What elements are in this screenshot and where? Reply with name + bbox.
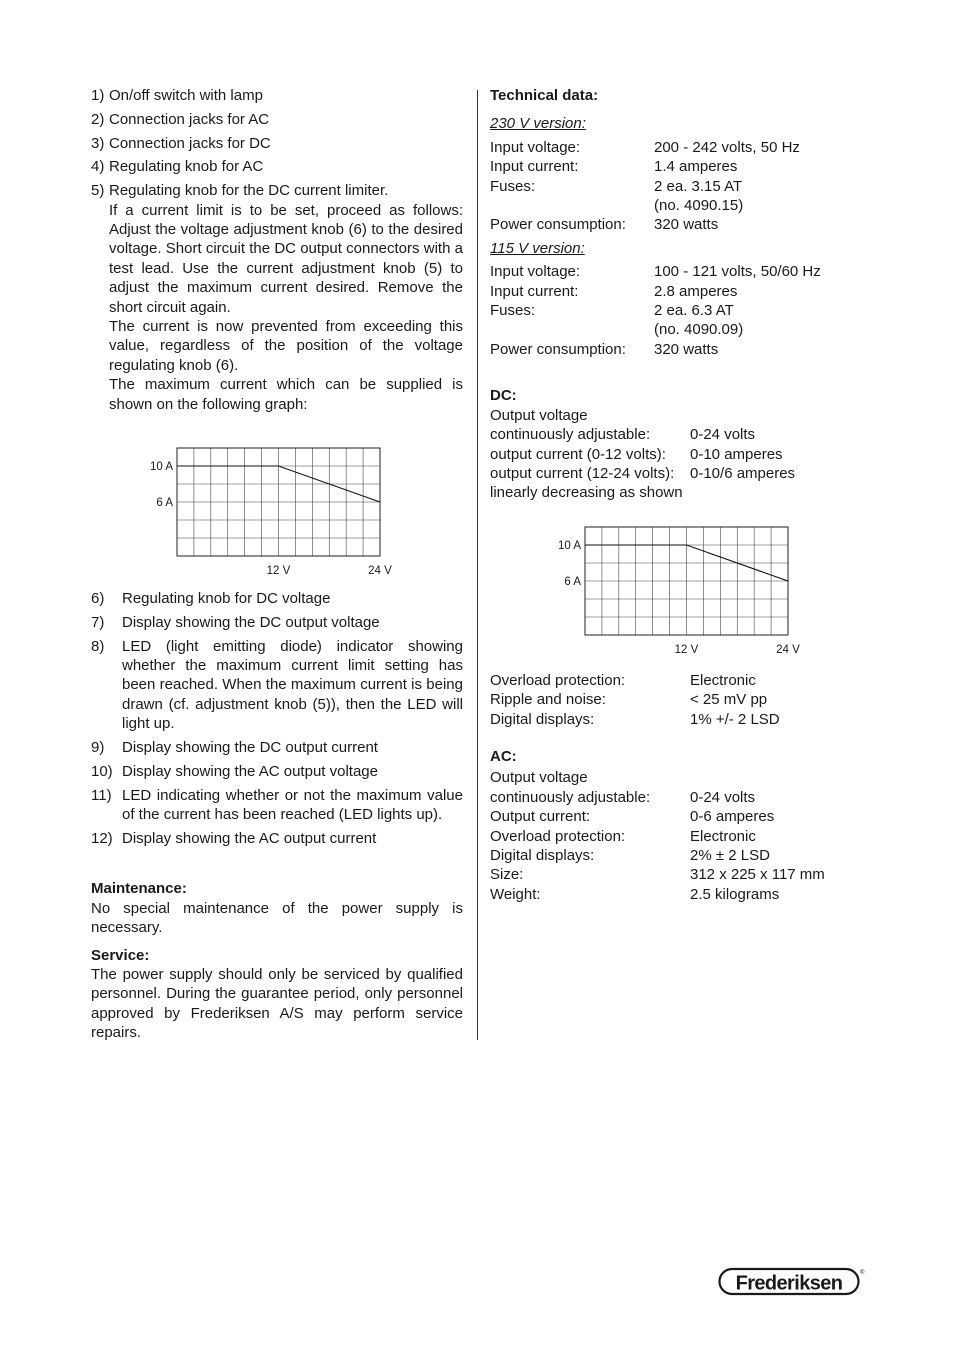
spec-value: 2% ± 2 LSD	[690, 846, 770, 864]
spec-value: < 25 mV pp	[690, 691, 768, 709]
spec-value: 320 watts	[654, 340, 719, 358]
spec-row	[490, 138, 860, 157]
y-tick-label: 10 A	[557, 539, 581, 552]
item-text: LED (light emitting diode) indicator showing whether the maximum current limit setting has been reached. When the maximum current is being drawn (cf. adjustment knob (5)), then the LED will light up.	[122, 637, 463, 733]
y-tick-label: 6 A	[156, 497, 173, 510]
spec-value: 2.8 amperes	[654, 282, 738, 300]
spec-row	[490, 445, 860, 464]
service-text: The power supply should only be serviced by qualified personnel. During the guarantee period, only personnel approved by Frederiksen A/S may perform service repairs.	[91, 965, 463, 1042]
spec-row	[490, 157, 860, 176]
spec-row	[490, 215, 860, 234]
ac-output-voltage-label: Output voltage	[490, 769, 588, 787]
spec-label: Input current:	[490, 158, 579, 176]
technical-data-title: Technical data:	[490, 87, 599, 104]
spec-value: (no. 4090.09)	[654, 321, 744, 339]
spec-label	[490, 320, 654, 339]
spec-label: Digital displays:	[490, 710, 595, 728]
spec-label: output current (12-24 volts):	[490, 464, 675, 482]
item-number: 10)	[91, 762, 113, 780]
item-list-2	[91, 589, 463, 848]
item-text: Connection jacks for AC	[109, 110, 270, 128]
list-item	[91, 762, 463, 781]
spec-label: Input voltage:	[490, 138, 581, 156]
spec-row	[490, 690, 860, 709]
item-text: Display showing the AC output voltage	[122, 762, 378, 780]
x-tick-label: 12 V	[674, 643, 699, 656]
dc-specs	[490, 425, 860, 483]
item-number: 11)	[91, 786, 112, 804]
item-number: 2)	[91, 110, 105, 128]
item-number: 6)	[91, 590, 105, 608]
x-tick-label: 24 V	[776, 643, 800, 656]
spec-label: Digital displays:	[490, 846, 595, 864]
maintenance-text: No special maintenance of the power supply is necessary.	[91, 899, 463, 937]
item-number: 1)	[91, 87, 105, 104]
spec-row	[490, 710, 860, 729]
spec-row	[490, 885, 860, 904]
column-divider	[477, 90, 478, 1040]
v230-title: 230 V version:	[490, 115, 586, 133]
maintenance-title: Maintenance:	[91, 880, 187, 898]
ac-title: AC:	[490, 747, 517, 765]
spec-row	[490, 865, 860, 884]
service-title: Service:	[91, 946, 150, 964]
v115-title: 115 V version:	[490, 239, 585, 257]
spec-value: 100 - 121 volts, 50/60 Hz	[654, 263, 821, 281]
spec-row	[490, 464, 860, 483]
list-item	[91, 157, 463, 176]
spec-label: output current (0-12 volts):	[490, 445, 666, 463]
item-text: Connection jacks for DC	[109, 134, 271, 152]
item-text: Regulating knob for AC	[109, 158, 264, 176]
spec-value: 0-24 volts	[690, 426, 756, 444]
item-number: 12)	[91, 829, 113, 847]
spec-value: Electronic	[690, 827, 756, 845]
spec-row	[490, 827, 860, 846]
dc-protection-specs	[490, 671, 860, 729]
spec-value: 2 ea. 6.3 AT	[654, 302, 734, 320]
spec-row	[490, 788, 860, 807]
spec-row	[490, 177, 860, 196]
spec-value: 0-10/6 amperes	[690, 464, 796, 482]
item-text: Display showing the AC output current	[122, 829, 377, 847]
spec-label: Overload protection:	[490, 827, 626, 845]
dc-title: DC:	[490, 387, 517, 405]
spec-value: 312 x 225 x 117 mm	[690, 866, 825, 884]
x-tick-label: 12 V	[266, 565, 291, 578]
list-item	[91, 738, 463, 757]
item-5-paragraph: The maximum current which can be supplied is shown on the following graph:	[109, 376, 463, 413]
list-item	[91, 613, 463, 632]
spec-value: 0-10 amperes	[690, 445, 783, 463]
y-tick-label: 10 A	[149, 461, 173, 474]
spec-row	[490, 340, 860, 359]
spec-value: 1.4 amperes	[654, 158, 738, 176]
item-text: Regulating knob for the DC current limiter.	[109, 182, 389, 200]
max-current-graph-left	[91, 438, 463, 578]
item-5-details	[91, 201, 463, 414]
spec-row	[490, 282, 860, 301]
spec-row	[490, 807, 860, 826]
dc-decreasing-note: linearly decreasing as shown	[490, 484, 683, 502]
item-number: 8)	[91, 637, 105, 655]
x-tick-label: 24 V	[368, 565, 392, 578]
service-section	[91, 946, 463, 1043]
list-item	[91, 110, 463, 129]
item-text: Display showing the DC output current	[122, 739, 378, 757]
item-number: 9)	[91, 739, 105, 757]
item-list-1	[91, 86, 463, 201]
ac-specs	[490, 788, 860, 904]
spec-row	[490, 262, 860, 281]
y-tick-label: 6 A	[564, 575, 581, 588]
v115-specs	[490, 262, 860, 359]
spec-value: 320 watts	[654, 216, 719, 234]
spec-label: Input current:	[490, 282, 579, 300]
logo-text: Frederiksen	[735, 1272, 843, 1295]
spec-label: Weight:	[490, 885, 541, 903]
spec-value: 200 - 242 volts, 50 Hz	[654, 138, 800, 156]
spec-value: 0-6 amperes	[690, 808, 775, 826]
spec-row	[490, 846, 860, 865]
dc-output-voltage-label: Output voltage	[490, 406, 588, 424]
left-column	[91, 86, 463, 1043]
spec-label: Fuses:	[490, 177, 536, 195]
list-item	[91, 181, 463, 200]
spec-label: Fuses:	[490, 302, 536, 320]
spec-value: (no. 4090.15)	[654, 197, 744, 215]
spec-label: Output current:	[490, 808, 591, 826]
spec-row	[490, 196, 860, 215]
list-item	[91, 637, 463, 734]
spec-label: continuously adjustable:	[490, 426, 651, 444]
list-item	[91, 829, 463, 848]
list-item	[91, 589, 463, 608]
item-text: LED indicating whether or not the maximum value of the current has been reached (LED lights up).	[122, 786, 463, 824]
item-5-paragraph: If a current limit is to be set, proceed as follows: Adjust the voltage adjustment knob (6) to the desired voltage. Short circuit the DC output connectors with a test lead. Use the current adjustment knob (5) to adjust the maximum current desired. Remove the short circuit again.	[109, 201, 463, 316]
spec-value: Electronic	[690, 671, 756, 689]
spec-row	[490, 425, 860, 444]
item-5-paragraph: The current is now prevented from exceeding this value, regardless of the position of the voltage regulating knob (6).	[109, 318, 463, 374]
v230-specs	[490, 138, 860, 235]
item-number: 5)	[91, 182, 105, 200]
spec-label: Power consumption:	[490, 216, 626, 234]
list-item	[91, 86, 463, 105]
item-number: 4)	[91, 158, 105, 176]
spec-label: Ripple and noise:	[490, 691, 606, 709]
spec-label: continuously adjustable:	[490, 788, 651, 806]
maintenance-section	[91, 879, 463, 937]
spec-row	[490, 671, 860, 690]
spec-value: 1% +/- 2 LSD	[690, 710, 780, 728]
item-number: 7)	[91, 613, 105, 631]
max-current-graph-right	[490, 517, 860, 657]
spec-label: Overload protection:	[490, 671, 626, 689]
list-item	[91, 134, 463, 153]
item-number: 3)	[91, 134, 105, 152]
spec-label: Input voltage:	[490, 263, 581, 281]
spec-value: 2 ea. 3.15 AT	[654, 177, 743, 195]
spec-label: Power consumption:	[490, 340, 626, 358]
spec-label: Size:	[490, 866, 524, 884]
spec-value: 0-24 volts	[690, 788, 756, 806]
item-text: Regulating knob for DC voltage	[122, 590, 331, 608]
spec-label	[490, 196, 654, 215]
frederiksen-logo	[718, 1267, 865, 1297]
item-text: On/off switch with lamp	[109, 87, 263, 104]
spec-row	[490, 301, 860, 320]
registered-mark: ®	[860, 1270, 865, 1276]
right-column	[490, 86, 860, 904]
spec-value: 2.5 kilograms	[690, 885, 780, 903]
item-text: Display showing the DC output voltage	[122, 613, 380, 631]
list-item	[91, 786, 463, 825]
spec-row	[490, 320, 860, 339]
